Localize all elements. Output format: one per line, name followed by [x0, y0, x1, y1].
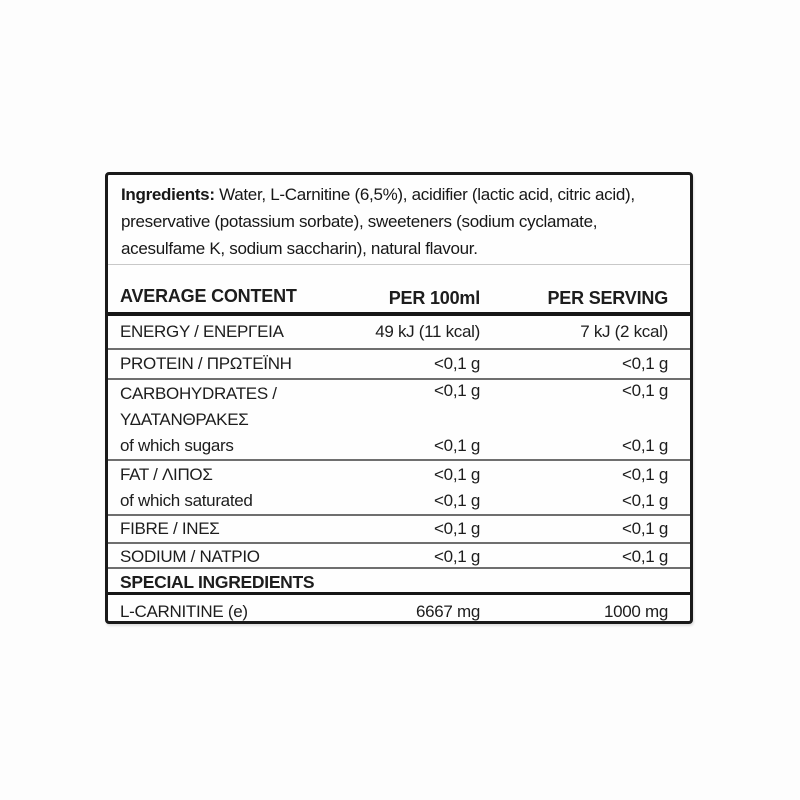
per-100ml-value: <0,1 g [434, 547, 480, 566]
row-label: CARBOHYDRATES / ΥΔΑΤΑΝΘΡΑΚΕΣ [120, 384, 277, 429]
row-label: FAT / ΛΙΠΟΣ [120, 464, 213, 484]
per-serving-value: <0,1 g [622, 354, 668, 373]
ingredients-paragraph [108, 175, 690, 264]
per-100ml-value: 49 kJ (11 kcal) [375, 322, 480, 341]
table-row-sodium [108, 544, 690, 569]
per-100ml-value: <0,1 g [434, 519, 480, 538]
column-header-average-content: AVERAGE CONTENT [120, 286, 297, 306]
table-row-fat [108, 461, 690, 488]
ingredients-text-2: preservative (potassium sorbate), sweeteners (sodium cyclamate, [121, 212, 598, 231]
row-label: PROTEIN / ΠΡΩΤΕΪΝΗ [120, 354, 292, 373]
per-serving-value: <0,1 g [622, 436, 668, 455]
ingredients-title: Ingredients: [121, 185, 215, 204]
table-row-carbohydrates [108, 380, 690, 433]
ingredients-text-1: Water, L-Carnitine (6,5%), acidifier (lactic acid, citric acid), [214, 185, 635, 204]
table-header-row [108, 264, 690, 316]
table-row-l-carnitine [108, 595, 690, 628]
per-100ml-value: <0,1 g [434, 491, 480, 510]
column-header-per-serving: PER SERVING [547, 288, 668, 308]
per-serving-value: 7 kJ (2 kcal) [580, 322, 668, 341]
per-100ml-value: <0,1 g [434, 381, 480, 400]
row-label: FIBRE / ΙΝΕΣ [120, 519, 220, 538]
per-100ml-value: 6667 mg [415, 601, 480, 621]
per-100ml-value: <0,1 g [434, 464, 480, 484]
per-serving-value: <0,1 g [622, 381, 668, 400]
nutrition-label-box [105, 172, 693, 624]
per-serving-value: <0,1 g [622, 491, 668, 510]
per-serving-value: <0,1 g [622, 464, 668, 484]
table-row-special-ingredients [108, 569, 690, 595]
row-label: SODIUM / ΝΑΤΡΙΟ [120, 547, 260, 566]
table-row-protein [108, 350, 690, 380]
nutrition-table [108, 264, 690, 628]
row-label: of which sugars [120, 436, 234, 455]
column-header-per-100ml: PER 100ml [388, 288, 480, 308]
per-100ml-value: <0,1 g [434, 436, 480, 455]
per-serving-value: 1000 mg [603, 601, 668, 621]
table-row-fibre [108, 516, 690, 544]
ingredients-line-3 [121, 235, 678, 262]
table-row-energy [108, 316, 690, 350]
row-label: SPECIAL INGREDIENTS [120, 572, 315, 592]
row-label: of which saturated [120, 491, 253, 510]
ingredients-text-3: acesulfame K, sodium saccharin), natural flavour. [121, 239, 478, 258]
ingredients-line-2 [121, 208, 678, 235]
per-serving-value: <0,1 g [622, 547, 668, 566]
per-100ml-value: <0,1 g [434, 354, 480, 373]
table-row-of-which-sugars [108, 433, 690, 461]
row-label: L-CARNITINE (e) [120, 601, 248, 621]
row-label: ENERGY / ΕΝΕΡΓΕΙΑ [120, 322, 284, 341]
per-serving-value: <0,1 g [622, 519, 668, 538]
table-row-of-which-saturated [108, 488, 690, 516]
ingredients-line-1 [121, 181, 678, 208]
